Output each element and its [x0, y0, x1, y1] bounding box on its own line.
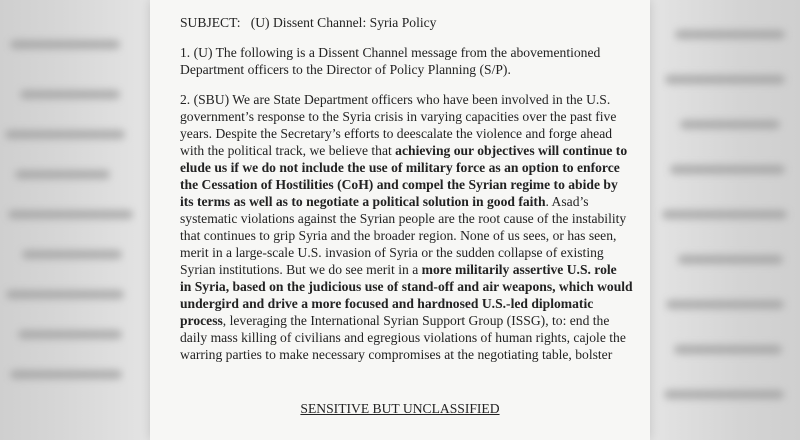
paragraph-1-line: 1. (U) The following is a Dissent Channel message from the abovementioned: [180, 45, 601, 60]
paragraph-1: [180, 44, 648, 78]
text-segment: warring parties to make necessary compromises at the negotiating table, bolster: [180, 347, 613, 362]
paragraph-2-line: [180, 125, 648, 142]
bold-text-segment: the Cessation of Hostilities (CoH) and compel the Syrian regime to abide by: [180, 177, 618, 192]
text-segment: Syrian institutions. But we do see merit in a: [180, 262, 422, 277]
paragraph-2-line: [180, 261, 648, 278]
bold-text-segment: process: [180, 313, 223, 328]
bold-text-segment: achieving our objectives will continue to: [395, 143, 628, 158]
document-body: [180, 14, 648, 376]
paragraph-2-line: [180, 227, 648, 244]
bold-text-segment: elude us if we do not include the use of military force as an option to enforce: [180, 160, 620, 175]
text-segment: merit in a large-scale U.S. invasion of Syria or the sudden collapse of existing: [180, 245, 604, 260]
bold-text-segment: more militarily assertive U.S. role: [421, 262, 617, 277]
paragraph-2-line: [180, 108, 648, 125]
document-page: [150, 0, 650, 440]
paragraph-2-line: [180, 278, 648, 295]
paragraph-2-line: [180, 346, 648, 363]
blurred-background-right: [650, 0, 800, 440]
subject-line: SUBJECT: (U) Dissent Channel: Syria Policy: [180, 15, 437, 30]
text-segment: daily mass killing of civilians and egregious violations of human rights, cajole the: [180, 330, 626, 345]
paragraph-2-line: [180, 329, 648, 346]
text-segment: systematic violations against the Syrian people are the root cause of the instability: [180, 211, 627, 226]
blurred-background-left: [0, 0, 150, 440]
paragraph-2-line: [180, 193, 648, 210]
text-segment: with the political track, we believe that: [180, 143, 396, 158]
text-segment: 2. (SBU) We are State Department officers who have been involved in the U.S.: [180, 92, 611, 107]
paragraph-1-line: Department officers to the Director of Policy Planning (S/P).: [180, 62, 511, 77]
text-segment: government’s response to the Syria crisis in varying capacities over the past five: [180, 109, 617, 124]
paragraph-2-line: [180, 295, 648, 312]
paragraph-2-line: [180, 312, 648, 329]
bold-text-segment: undergird and drive a more focused and hardnosed U.S.-led diplomatic: [180, 296, 594, 311]
paragraph-2-line: [180, 176, 648, 193]
text-segment: . Asad’s: [545, 194, 589, 209]
classification-footer: SENSITIVE BUT UNCLASSIFIED: [300, 401, 500, 416]
text-segment: that continues to grip Syria and the broader region. None of us sees, or has seen,: [180, 228, 617, 243]
paragraph-2-line: [180, 159, 648, 176]
paragraph-2: [180, 91, 648, 363]
paragraph-2-line: [180, 210, 648, 227]
paragraph-2-line: [180, 142, 648, 159]
paragraph-2-line: [180, 244, 648, 261]
bold-text-segment: in Syria, based on the judicious use of stand-off and air weapons, which would: [180, 279, 633, 294]
paragraph-2-line: [180, 91, 648, 108]
text-segment: years. Despite the Secretary’s efforts to deescalate the violence and forge ahead: [180, 126, 613, 141]
text-segment: , leveraging the International Syrian Support Group (ISSG), to: end the: [222, 313, 610, 328]
bold-text-segment: its terms as well as to negotiate a political solution in good faith: [180, 194, 546, 209]
